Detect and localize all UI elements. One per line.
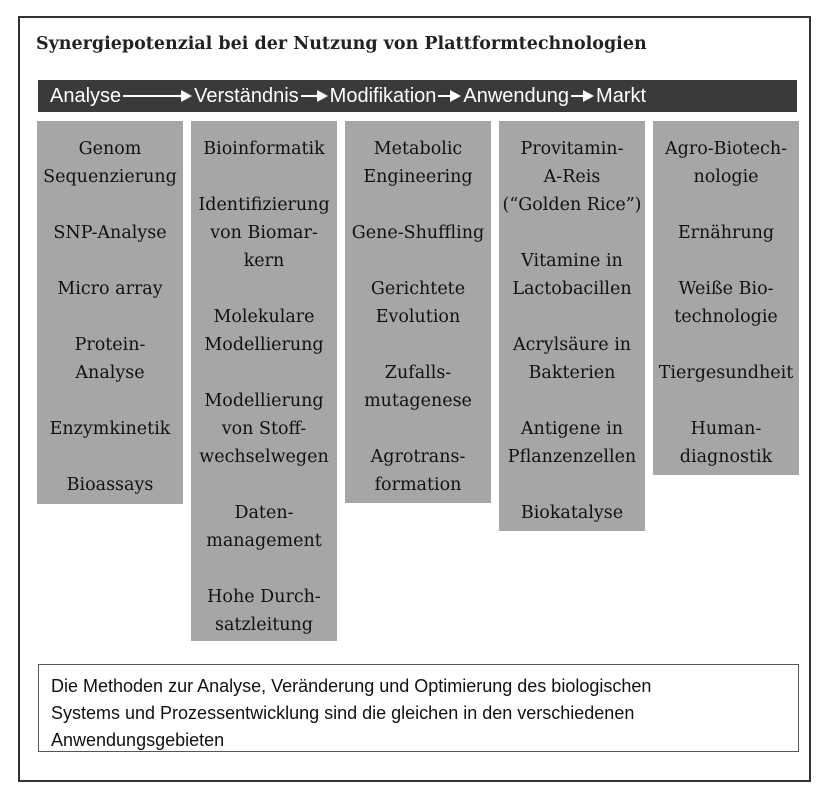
column-item (191, 135, 337, 163)
note-line: Die Methoden zur Analyse, Veränderung und Optimierung des biologischen (51, 676, 652, 696)
column-item-line: Evolution (375, 307, 461, 327)
column-item-line: Bakterien (528, 363, 616, 383)
column-item (653, 415, 799, 471)
column-item (653, 275, 799, 331)
column-item-line: Hohe Durch- (207, 587, 321, 607)
column-item-line: Molekulare (213, 307, 315, 327)
stage-markt: Markt (596, 84, 647, 107)
column-item-line: Agro-Biotech- (664, 139, 788, 159)
stage-verstaendnis: Verständnis (194, 84, 299, 107)
column-item-line: Analyse (75, 363, 145, 383)
right-arrow-icon (438, 90, 461, 102)
column-item-line: kern (243, 251, 285, 271)
column-item-line: Gerichtete (370, 279, 466, 299)
right-arrow-icon (571, 90, 594, 102)
column-item-line: satzleitung (215, 615, 313, 635)
column-item-line: formation (374, 475, 462, 495)
column-item-line: Bioinformatik (203, 139, 325, 159)
column-item (37, 415, 183, 443)
column-item-line: Identifizierung (198, 195, 330, 215)
column-item-line: Engineering (363, 167, 473, 187)
column-item-line: (“Golden Rice”) (502, 195, 642, 215)
column-analyse (37, 121, 183, 504)
column-item-line: Gene-Shuffling (351, 223, 485, 243)
column-item-line: nologie (693, 167, 759, 187)
column-item (191, 583, 337, 639)
column-item (345, 219, 491, 247)
column-item-line: Sequenzierung (43, 167, 177, 187)
column-item-line: Tiergesundheit (658, 363, 794, 383)
note-line: Systems und Prozessentwicklung sind die gleichen in den verschiedenen (51, 703, 635, 723)
column-item-line: Metabolic (373, 139, 463, 159)
column-item (653, 219, 799, 247)
column-item (499, 135, 645, 219)
column-item-line: SNP-Analyse (53, 223, 167, 243)
column-item-line: A-Reis (543, 167, 601, 187)
column-item-line: Human- (690, 419, 762, 439)
column-item-line: Bioassays (66, 475, 154, 495)
column-item (499, 331, 645, 387)
column-item-line: Enzymkinetik (49, 419, 171, 439)
column-item-line: Modellierung (204, 335, 324, 355)
column-item (499, 499, 645, 527)
column-item (345, 359, 491, 415)
column-item-line: Acrylsäure in (512, 335, 632, 355)
column-markt (653, 121, 799, 475)
column-item-line: mutagenese (364, 391, 472, 411)
column-item (345, 275, 491, 331)
column-item-line: Lactobacillen (512, 279, 632, 299)
column-item-line: management (206, 531, 322, 551)
column-item (499, 247, 645, 303)
column-item (191, 303, 337, 359)
column-item-line: Provitamin- (520, 139, 624, 159)
stage-modifikation: Modifikation (329, 84, 437, 107)
column-item-line: technologie (674, 307, 778, 327)
column-anwendung (499, 121, 645, 531)
column-item (653, 359, 799, 387)
column-item (653, 135, 799, 191)
column-modifikation (345, 121, 491, 503)
summary-note (38, 664, 799, 752)
column-item-line: Modellierung (204, 391, 324, 411)
column-item (37, 331, 183, 387)
column-verstaendnis (191, 121, 337, 641)
column-item-line: Ernährung (677, 223, 775, 243)
column-item-line: diagnostik (679, 447, 773, 467)
right-arrow-icon (301, 90, 328, 102)
process-bar (38, 80, 797, 112)
column-item-line: Vitamine in (521, 251, 623, 271)
figure-title: Synergiepotenzial bei der Nutzung von Plattformtechnologien (36, 34, 647, 54)
column-item-line: von Biomar- (210, 223, 318, 243)
stage-analyse: Analyse (50, 84, 122, 107)
column-item-line: Pflanzenzellen (507, 447, 637, 467)
column-item (37, 135, 183, 191)
column-item-line: Antigene in (520, 419, 624, 439)
column-item (499, 415, 645, 471)
column-item (37, 471, 183, 499)
column-item-line: Zufalls- (384, 363, 452, 383)
column-item-line: Weiße Bio- (678, 279, 774, 299)
column-item-line: Genom (78, 139, 142, 159)
right-arrow-icon (123, 90, 192, 102)
note-line: Anwendungsgebieten (51, 730, 225, 750)
column-item-line: von Stoff- (221, 419, 307, 439)
column-item (191, 499, 337, 555)
column-item-line: Protein- (74, 335, 146, 355)
column-item-line: Daten- (234, 503, 294, 523)
column-item (191, 387, 337, 471)
stage-anwendung: Anwendung (463, 84, 570, 107)
column-item (37, 275, 183, 303)
column-item (345, 443, 491, 499)
column-item (37, 219, 183, 247)
column-item-line: wechselwegen (199, 447, 329, 467)
column-item-line: Micro array (57, 279, 163, 299)
column-item-line: Biokatalyse (520, 503, 624, 523)
column-item-line: Agrotrans- (370, 447, 466, 467)
column-item (345, 135, 491, 191)
column-item (191, 191, 337, 275)
